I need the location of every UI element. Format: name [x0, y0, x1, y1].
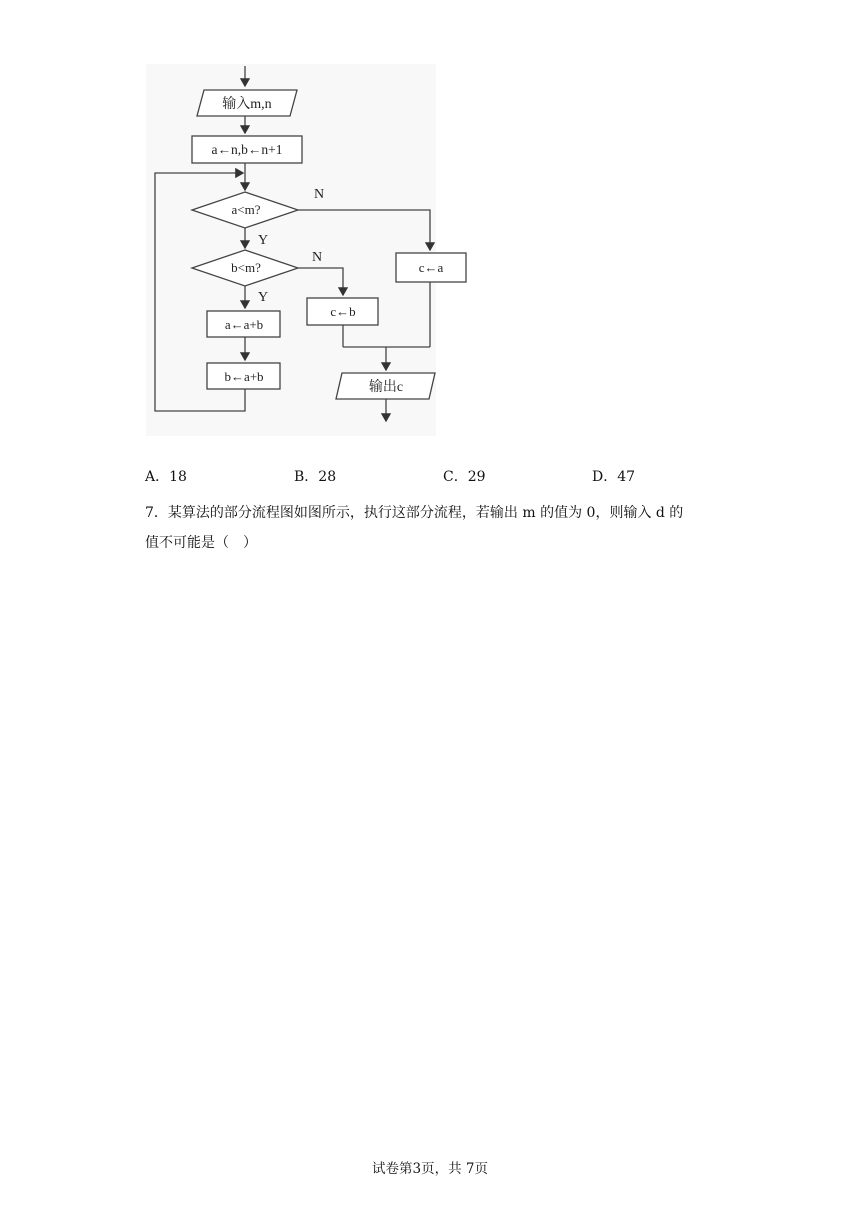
- cond1-no-line: [298, 210, 430, 250]
- option-value: 28: [318, 469, 337, 485]
- cond2-yes-label: Y: [258, 290, 269, 305]
- page-footer: 试卷第3页，共 7页: [372, 1161, 488, 1177]
- option-value: 29: [467, 469, 486, 485]
- assign-ca-label: c←a: [418, 260, 444, 275]
- option-letter: D．: [592, 469, 618, 485]
- cond2-no-label: N: [312, 250, 323, 265]
- option-b[interactable]: [294, 466, 336, 486]
- option-letter: A．: [145, 469, 170, 485]
- question-7-line-2: 值不可能是（ ）: [145, 535, 257, 551]
- question-7-line-1: 7．某算法的部分流程图如图所示，执行这部分流程，若输出 m 的值为 0，则输入 d 的: [145, 505, 684, 521]
- option-letter: B．: [294, 469, 319, 485]
- option-a[interactable]: [145, 466, 187, 486]
- option-value: 47: [617, 469, 636, 485]
- cond1-label: a<m?: [231, 202, 261, 217]
- init-label: a←n,b←n+1: [211, 142, 283, 157]
- option-letter: C．: [443, 469, 468, 485]
- cond1-yes-label: Y: [258, 233, 269, 248]
- option-d[interactable]: [592, 466, 635, 486]
- cond2-no-line: [298, 268, 343, 295]
- option-c[interactable]: [443, 466, 486, 486]
- output-label: 输出c: [368, 380, 404, 395]
- step-b-label: b←a+b: [224, 369, 264, 384]
- option-value: 18: [169, 469, 187, 485]
- assign-cb-label: c←b: [330, 304, 356, 319]
- question-7: [145, 498, 725, 558]
- cond2-label: b<m?: [231, 260, 261, 275]
- step-a-label: a←a+b: [224, 317, 264, 332]
- input-label: 输入m,n: [222, 97, 272, 112]
- cond1-no-label: N: [314, 187, 325, 202]
- answer-options: [145, 466, 705, 488]
